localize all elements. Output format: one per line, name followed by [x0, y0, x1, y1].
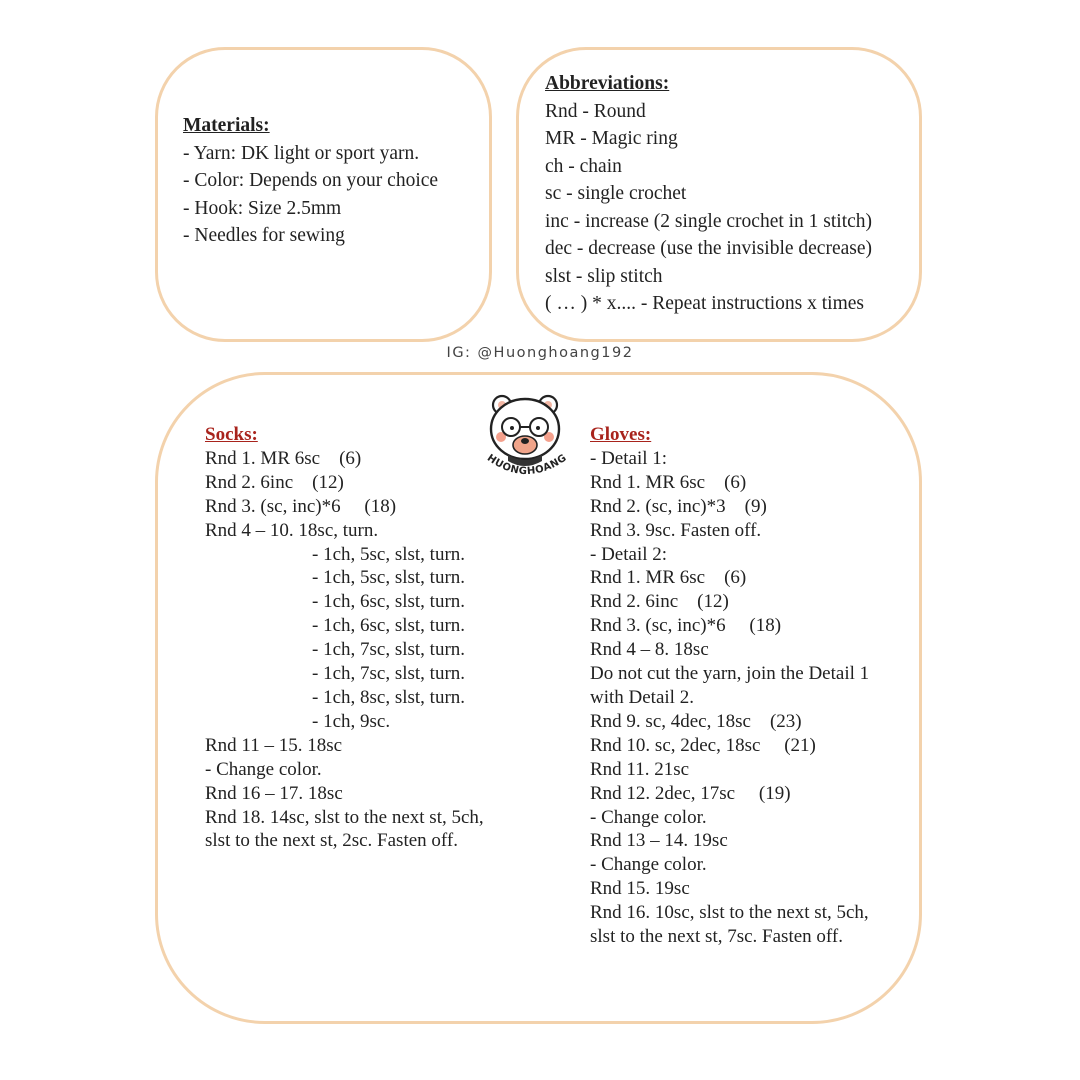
gloves-line: Rnd 2. 6inc (12): [590, 591, 729, 613]
socks-line: Rnd 2. 6inc (12): [205, 471, 344, 493]
socks-line: - Change color.: [205, 758, 322, 780]
socks-line: Rnd 4 – 10. 18sc, turn.: [205, 519, 379, 541]
abbreviation-item: MR - Magic ring: [545, 128, 678, 149]
abbreviation-item: ch - chain: [545, 155, 622, 177]
gloves-line: Rnd 1. MR 6sc (6): [590, 567, 747, 589]
gloves-line: slst to the next st, 7sc. Fasten off.: [590, 926, 843, 948]
socks-line: - 1ch, 7sc, slst, turn.: [312, 663, 466, 685]
socks-line: slst to the next st, 2sc. Fasten off.: [205, 830, 458, 852]
socks-section: [205, 423, 484, 853]
abbreviations-heading: Abbreviations:: [545, 73, 670, 94]
materials-item: - Yarn: DK light or sport yarn.: [183, 142, 420, 164]
gloves-line: Rnd 9. sc, 4dec, 18sc (23): [590, 710, 802, 732]
materials-heading: Materials:: [183, 115, 270, 136]
socks-line: - 1ch, 5sc, slst, turn.: [312, 543, 466, 565]
gloves-line: - Detail 1:: [590, 447, 668, 469]
gloves-line: Rnd 3. (sc, inc)*6 (18): [590, 615, 782, 637]
socks-line: - 1ch, 7sc, slst, turn.: [312, 639, 466, 661]
materials-section: [183, 112, 438, 250]
socks-line: Rnd 3. (sc, inc)*6 (18): [205, 495, 397, 517]
abbreviations-section: [545, 70, 872, 318]
gloves-line: - Change color.: [590, 854, 707, 876]
socks-line: Rnd 18. 14sc, slst to the next st, 5ch,: [205, 806, 484, 828]
abbreviation-item: inc - increase (2 single crochet in 1 stitch): [545, 210, 873, 232]
abbreviation-item: slst - slip stitch: [545, 265, 663, 287]
abbreviation-item: dec - decrease (use the invisible decrease): [545, 238, 872, 259]
abbreviation-item: ( … ) * x.... - Repeat instructions x times: [545, 293, 864, 314]
abbreviation-item: sc - single crochet: [545, 183, 687, 204]
gloves-line: Do not cut the yarn, join the Detail 1: [590, 663, 870, 685]
socks-line: - 1ch, 6sc, slst, turn.: [312, 615, 466, 637]
bear-logo-icon: [478, 387, 578, 487]
socks-line: Rnd 1. MR 6sc (6): [205, 447, 362, 469]
gloves-line: Rnd 13 – 14. 19sc: [590, 830, 728, 852]
gloves-heading: Gloves:: [590, 424, 652, 445]
gloves-line: Rnd 10. sc, 2dec, 18sc (21): [590, 734, 816, 756]
materials-item: - Color: Depends on your choice: [183, 170, 439, 191]
gloves-line: - Change color.: [590, 806, 707, 828]
gloves-line: Rnd 3. 9sc. Fasten off.: [590, 519, 762, 541]
materials-item: - Needles for sewing: [183, 225, 345, 246]
gloves-section: [590, 423, 869, 949]
socks-line: - 1ch, 5sc, slst, turn.: [312, 567, 466, 589]
gloves-line: Rnd 16. 10sc, slst to the next st, 5ch,: [590, 902, 869, 924]
socks-line: - 1ch, 9sc.: [312, 710, 391, 732]
gloves-line: - Detail 2:: [590, 543, 668, 565]
bear-logo: [478, 387, 578, 487]
gloves-line: Rnd 4 – 8. 18sc: [590, 639, 709, 661]
socks-heading: Socks:: [205, 424, 258, 445]
gloves-line: Rnd 15. 19sc: [590, 878, 690, 900]
gloves-line: with Detail 2.: [590, 686, 694, 708]
gloves-line: Rnd 12. 2dec, 17sc (19): [590, 782, 791, 804]
socks-line: - 1ch, 8sc, slst, turn.: [312, 686, 466, 708]
socks-line: Rnd 11 – 15. 18sc: [205, 734, 343, 756]
socks-line: Rnd 16 – 17. 18sc: [205, 782, 343, 804]
materials-item: - Hook: Size 2.5mm: [183, 197, 342, 219]
instagram-handle: IG: @Huonghoang192: [446, 345, 634, 361]
gloves-line: Rnd 11. 21sc: [590, 758, 690, 780]
socks-line: - 1ch, 6sc, slst, turn.: [312, 591, 466, 613]
gloves-line: Rnd 2. (sc, inc)*3 (9): [590, 495, 767, 517]
gloves-line: Rnd 1. MR 6sc (6): [590, 471, 747, 493]
logo-text: HUONGHOANG: [484, 452, 569, 478]
abbreviation-item: Rnd - Round: [545, 100, 646, 122]
